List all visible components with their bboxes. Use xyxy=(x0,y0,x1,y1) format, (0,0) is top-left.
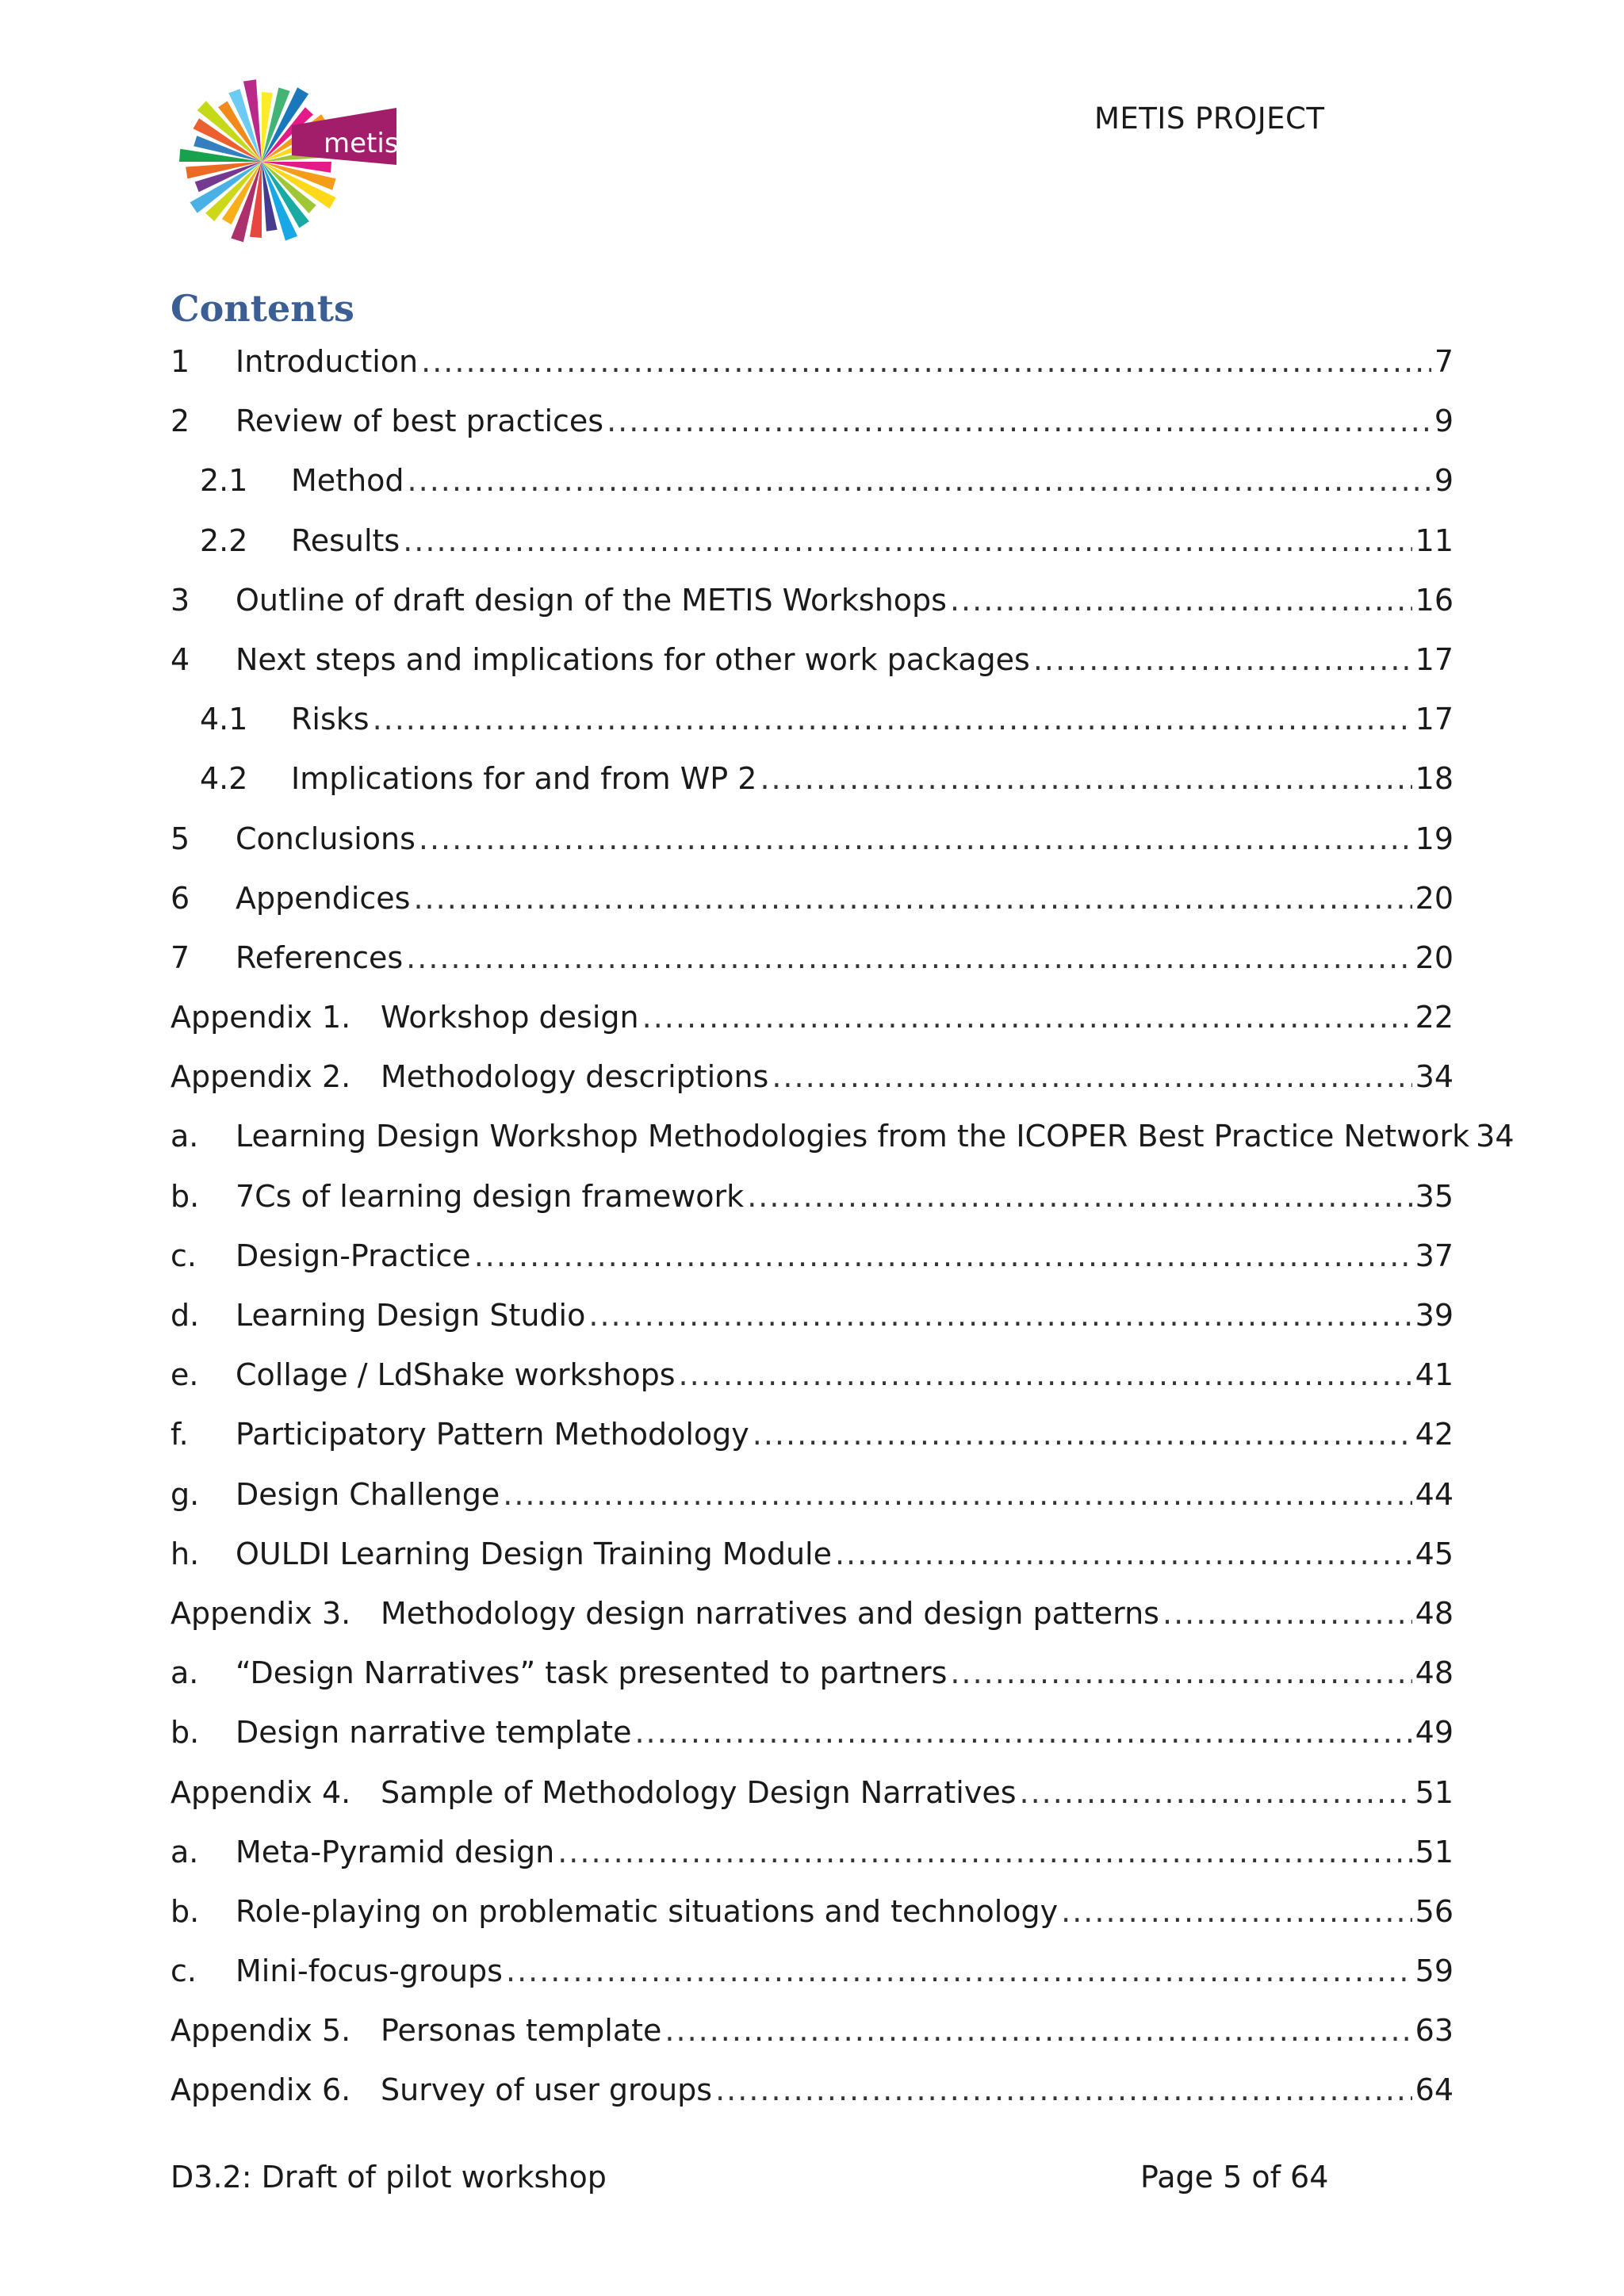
toc-entry-page: 17 xyxy=(1415,702,1454,737)
toc-entry-page: 20 xyxy=(1415,939,1454,975)
toc-entry[interactable] xyxy=(170,1946,1454,2005)
toc-entry[interactable] xyxy=(170,992,1454,1051)
toc-leader-dots xyxy=(760,753,1411,804)
toc-leader-dots xyxy=(413,873,1411,924)
toc-entry[interactable] xyxy=(170,1111,1515,1170)
toc-leader-dots xyxy=(406,932,1411,983)
toc-entry-number: 3 xyxy=(170,582,190,618)
toc-entry-number: 6 xyxy=(170,880,190,916)
toc-entry[interactable] xyxy=(170,1171,1454,1230)
toc-leader-dots xyxy=(503,1469,1411,1520)
toc-entry-page: 39 xyxy=(1415,1298,1454,1333)
toc-entry[interactable] xyxy=(170,1409,1454,1468)
toc-entry[interactable] xyxy=(170,2064,1454,2124)
toc-entry-title: Role-playing on problematic situations and technology xyxy=(236,1893,1059,1929)
toc-entry-title: Participatory Pattern Methodology xyxy=(236,1417,749,1452)
toc-entry-title: References xyxy=(236,939,404,975)
toc-entry-page: 63 xyxy=(1415,2013,1454,2049)
toc-leader-dots xyxy=(665,2005,1411,2056)
toc-entry-title: Method xyxy=(291,463,404,499)
toc-entry-title: OULDI Learning Design Training Module xyxy=(236,1536,832,1571)
toc-entry-number: Appendix 2. xyxy=(170,1059,351,1095)
toc-leader-dots xyxy=(753,1409,1412,1460)
toc-entry-page: 45 xyxy=(1415,1536,1454,1571)
toc-leader-dots xyxy=(1020,1767,1412,1818)
toc-entry[interactable] xyxy=(170,753,1454,813)
toc-entry-number: h. xyxy=(170,1536,200,1571)
toc-entry-title: Implications for and from WP 2 xyxy=(291,761,757,797)
toc-leader-dots xyxy=(403,515,1411,566)
toc-entry-number: g. xyxy=(170,1476,200,1512)
toc-entry-title: Learning Design Workshop Methodologies from the ICOPER Best Practice Network xyxy=(236,1119,1470,1154)
toc-entry-title: Sample of Methodology Design Narratives xyxy=(381,1774,1017,1810)
toc-entry-title: Outline of draft design of the METIS Workshops xyxy=(236,582,947,618)
toc-entry[interactable] xyxy=(170,2005,1454,2064)
toc-entry-number: 4.1 xyxy=(200,702,248,737)
toc-leader-dots xyxy=(506,1946,1412,1996)
toc-entry-number: 4 xyxy=(170,641,190,677)
toc-entry-page: 34 xyxy=(1476,1119,1515,1154)
toc-entry-title: “Design Narratives” task presented to partners xyxy=(236,1655,948,1691)
toc-leader-dots xyxy=(747,1171,1411,1222)
toc-entry-page: 17 xyxy=(1415,641,1454,677)
toc-entry-title: 7Cs of learning design framework xyxy=(236,1178,745,1214)
toc-entry-number: Appendix 4. xyxy=(170,1774,351,1810)
toc-entry-number: c. xyxy=(170,1954,197,1989)
toc-entry-title: Learning Design Studio xyxy=(236,1298,586,1333)
toc-entry-number: a. xyxy=(170,1119,199,1154)
toc-leader-dots xyxy=(373,694,1412,744)
toc-entry[interactable] xyxy=(170,694,1454,753)
toc-leader-dots xyxy=(950,575,1412,626)
toc-entry-title: Review of best practices xyxy=(236,404,604,439)
toc-entry-number: f. xyxy=(170,1417,189,1452)
toc-entry-page: 37 xyxy=(1415,1238,1454,1273)
toc-entry-title: Introduction xyxy=(236,344,419,379)
toc-entry-number: Appendix 5. xyxy=(170,2013,351,2049)
toc-leader-dots xyxy=(474,1230,1412,1281)
toc-entry-number: b. xyxy=(170,1893,200,1929)
toc-entry-page: 51 xyxy=(1415,1834,1454,1869)
toc-entry-page: 34 xyxy=(1415,1059,1454,1095)
toc-entry-page: 11 xyxy=(1415,522,1454,558)
toc-entry[interactable] xyxy=(170,1051,1454,1111)
toc-leader-dots xyxy=(557,1827,1411,1877)
toc-entry[interactable] xyxy=(170,336,1454,396)
toc-entry-number: Appendix 6. xyxy=(170,2072,351,2108)
toc-entry-title: Design Challenge xyxy=(236,1476,500,1512)
toc-entry-title: Personas template xyxy=(381,2013,662,2049)
toc-leader-dots xyxy=(419,813,1412,864)
toc-leader-dots xyxy=(950,1647,1411,1698)
toc-entry-title: Collage / LdShake workshops xyxy=(236,1357,676,1393)
toc-entry-number: 1 xyxy=(170,344,190,379)
toc-entry-page: 41 xyxy=(1415,1357,1454,1393)
toc-entry-title: Results xyxy=(291,522,400,558)
table-of-contents xyxy=(170,336,1515,2125)
toc-entry-number: c. xyxy=(170,1238,197,1273)
toc-leader-dots xyxy=(679,1349,1412,1400)
toc-entry-number: 5 xyxy=(170,821,190,856)
logo-text: metis xyxy=(324,128,399,159)
toc-entry-title: Appendices xyxy=(236,880,411,916)
toc-entry-page: 49 xyxy=(1415,1715,1454,1751)
toc-entry-number: a. xyxy=(170,1834,199,1869)
toc-entry-number: 7 xyxy=(170,939,190,975)
toc-leader-dots xyxy=(1061,1886,1412,1937)
toc-leader-dots xyxy=(772,1051,1411,1102)
toc-entry-page: 22 xyxy=(1415,1000,1454,1035)
toc-leader-dots xyxy=(1162,1588,1412,1639)
toc-entry-title: Workshop design xyxy=(381,1000,639,1035)
toc-entry-title: Survey of user groups xyxy=(381,2072,713,2108)
toc-leader-dots xyxy=(642,992,1412,1043)
toc-entry[interactable] xyxy=(170,1469,1454,1529)
toc-entry-number: e. xyxy=(170,1357,199,1393)
toc-leader-dots xyxy=(421,336,1431,387)
toc-leader-dots xyxy=(588,1290,1411,1341)
toc-entry[interactable] xyxy=(170,813,1454,873)
toc-entry[interactable] xyxy=(170,1529,1454,1588)
toc-entry-page: 44 xyxy=(1415,1476,1454,1512)
toc-entry-page: 48 xyxy=(1415,1595,1454,1631)
toc-entry[interactable] xyxy=(170,1588,1454,1647)
toc-entry[interactable] xyxy=(170,455,1454,515)
toc-leader-dots xyxy=(1033,634,1412,685)
toc-entry-page: 64 xyxy=(1415,2072,1454,2108)
toc-entry[interactable] xyxy=(170,1290,1454,1349)
toc-entry-page: 59 xyxy=(1415,1954,1454,1989)
toc-leader-dots xyxy=(408,455,1431,506)
toc-entry-page: 19 xyxy=(1415,821,1454,856)
toc-entry-number: 2.2 xyxy=(200,522,248,558)
toc-entry-number: 2 xyxy=(170,404,190,439)
toc-entry-page: 9 xyxy=(1434,404,1454,439)
toc-entry[interactable] xyxy=(170,1886,1454,1946)
toc-entry-page: 9 xyxy=(1434,463,1454,499)
toc-entry[interactable] xyxy=(170,1230,1454,1290)
toc-entry-number: b. xyxy=(170,1715,200,1751)
toc-entry-title: Next steps and implications for other work packages xyxy=(236,641,1030,677)
toc-entry-title: Meta-Pyramid design xyxy=(236,1834,555,1869)
toc-entry-page: 20 xyxy=(1415,880,1454,916)
toc-entry[interactable] xyxy=(170,575,1454,634)
toc-entry[interactable] xyxy=(170,873,1454,932)
toc-entry-title: Conclusions xyxy=(236,821,416,856)
footer-document-label: D3.2: Draft of pilot workshop xyxy=(170,2160,607,2195)
toc-leader-dots xyxy=(715,2064,1412,2115)
toc-heading: Contents xyxy=(170,287,354,330)
toc-entry-title: Design narrative template xyxy=(236,1715,632,1751)
project-label: METIS PROJECT xyxy=(1094,101,1325,136)
toc-entry[interactable] xyxy=(170,1827,1454,1886)
toc-entry-page: 7 xyxy=(1434,344,1454,379)
toc-entry-number: d. xyxy=(170,1298,200,1333)
toc-entry-number: Appendix 3. xyxy=(170,1595,351,1631)
toc-entry-title: Mini-focus-groups xyxy=(236,1954,503,1989)
metis-logo xyxy=(173,76,403,243)
toc-entry-page: 16 xyxy=(1415,582,1454,618)
toc-entry-page: 18 xyxy=(1415,761,1454,797)
toc-entry[interactable] xyxy=(170,1647,1454,1707)
toc-entry-number: 2.1 xyxy=(200,463,248,499)
toc-entry-page: 48 xyxy=(1415,1655,1454,1691)
toc-entry-page: 42 xyxy=(1415,1417,1454,1452)
toc-entry[interactable] xyxy=(170,396,1454,455)
toc-entry-title: Methodology descriptions xyxy=(381,1059,769,1095)
toc-entry-page: 51 xyxy=(1415,1774,1454,1810)
toc-entry-page: 35 xyxy=(1415,1178,1454,1214)
toc-entry-page: 56 xyxy=(1415,1893,1454,1929)
toc-entry-title: Methodology design narratives and design patterns xyxy=(381,1595,1159,1631)
toc-entry[interactable] xyxy=(170,515,1454,575)
toc-entry-number: b. xyxy=(170,1178,200,1214)
toc-entry[interactable] xyxy=(170,1707,1454,1766)
toc-leader-dots xyxy=(634,1707,1411,1758)
toc-entry[interactable] xyxy=(170,1349,1454,1409)
toc-entry[interactable] xyxy=(170,634,1454,694)
toc-entry[interactable] xyxy=(170,932,1454,992)
toc-entry-number: 4.2 xyxy=(200,761,248,797)
toc-leader-dots xyxy=(835,1529,1412,1579)
footer-page-number: Page 5 of 64 xyxy=(1140,2160,1329,2195)
toc-entry[interactable] xyxy=(170,1767,1454,1827)
toc-entry-title: Risks xyxy=(291,702,370,737)
toc-leader-dots xyxy=(607,396,1431,446)
toc-entry-number: a. xyxy=(170,1655,199,1691)
toc-entry-number: Appendix 1. xyxy=(170,1000,351,1035)
toc-entry-title: Design-Practice xyxy=(236,1238,471,1273)
